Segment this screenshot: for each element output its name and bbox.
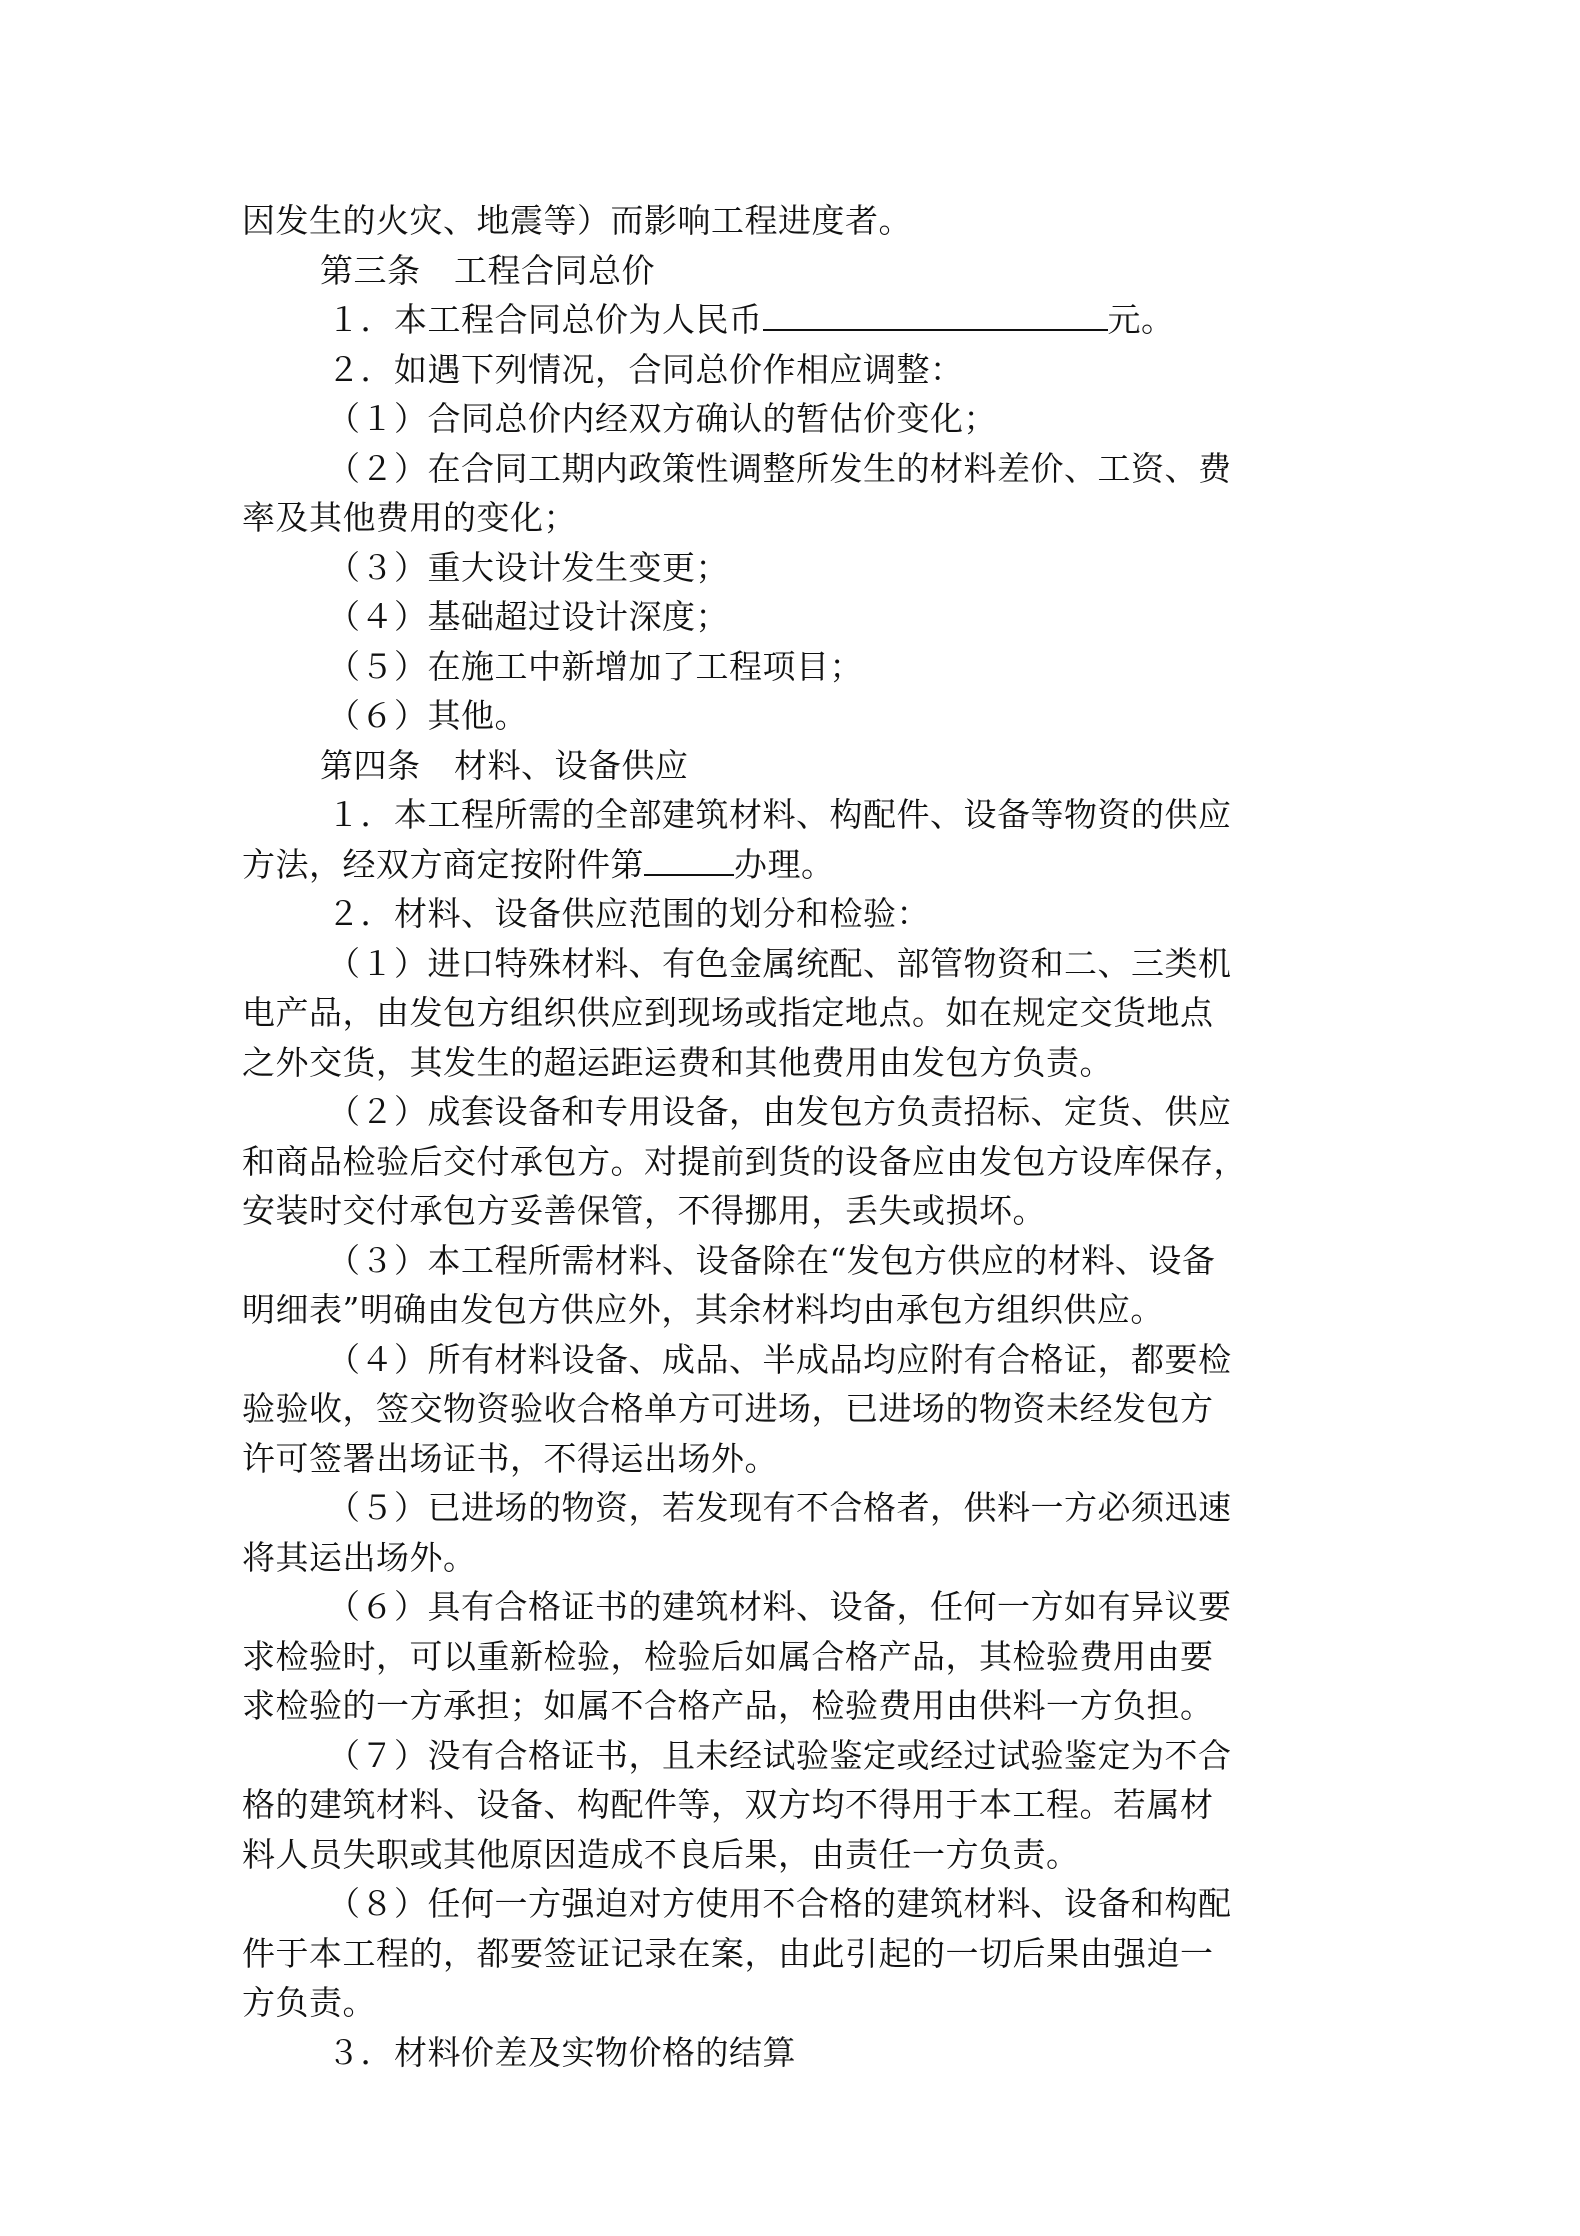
text-line: [242, 493, 1344, 543]
text-line: [242, 741, 1344, 791]
line-text: （６）其他。: [327, 696, 528, 735]
line-text: 许可签署出场证书，不得运出场外。: [242, 1438, 778, 1478]
text-line: [242, 1137, 1344, 1187]
line-text: （１）进口特殊材料、有色金属统配、部管物资和二、三类机: [327, 943, 1232, 983]
line-text: ２．如遇下列情况，合同总价作相应调整：: [327, 349, 964, 389]
text-line: [242, 790, 1344, 840]
text-line: [242, 1632, 1344, 1682]
line-text: 求检验的一方承担；如属不合格产品，检验费用由供料一方负担。: [242, 1686, 1214, 1725]
line-text: （１）合同总价内经双方确认的暂估价变化；: [327, 399, 997, 438]
text-line: [242, 1335, 1344, 1385]
line-text: 和商品检验后交付承包方。对提前到货的设备应由发包方设库保存，: [242, 1141, 1247, 1181]
text-line: [242, 642, 1344, 692]
text-line: [242, 691, 1344, 741]
line-text: １．本工程所需的全部建筑材料、构配件、设备等物资的供应: [327, 795, 1232, 834]
text-line: [242, 246, 1344, 296]
line-text-before-blank: １．本工程合同总价为人民币: [327, 300, 763, 339]
fill-in-blank: [763, 299, 1108, 331]
text-line: [242, 1582, 1344, 1632]
line-text: 求检验时，可以重新检验，检验后如属合格产品，其检验费用由要: [242, 1636, 1214, 1676]
line-text: （６）具有合格证书的建筑材料、设备，任何一方如有异议要: [327, 1587, 1232, 1626]
line-text: （８）任何一方强迫对方使用不合格的建筑材料、设备和构配: [327, 1884, 1232, 1923]
line-text: （４）基础超过设计深度；: [327, 597, 729, 636]
text-line: [242, 196, 1344, 246]
line-text: 将其运出场外。: [242, 1537, 477, 1577]
text-line: [242, 1186, 1344, 1236]
fill-in-blank: [644, 844, 734, 876]
text-line: [242, 1681, 1344, 1731]
text-line: [242, 543, 1344, 593]
text-line: [242, 988, 1344, 1038]
line-text-before-blank: 方法，经双方商定按附件第: [242, 844, 644, 884]
text-line: [242, 939, 1344, 989]
text-line: [242, 2028, 1344, 2078]
line-text: 方负责。: [242, 1983, 376, 2022]
text-line: [242, 1384, 1344, 1434]
line-text: ２．材料、设备供应范围的划分和检验：: [327, 894, 930, 933]
line-text: （２）在合同工期内政策性调整所发生的材料差价、工资、费: [327, 448, 1232, 488]
line-text-after-blank: 办理。: [734, 844, 835, 884]
line-text: 格的建筑材料、设备、构配件等，双方均不得用于本工程。若属材: [242, 1785, 1214, 1824]
text-line: [242, 1434, 1344, 1484]
text-line: [242, 1830, 1344, 1880]
text-line: [242, 345, 1344, 395]
text-line: [242, 1929, 1344, 1979]
line-text-after-blank: 元。: [1107, 300, 1175, 339]
text-line: [242, 889, 1344, 939]
line-text: 安装时交付承包方妥善保管，不得挪用，丢失或损坏。: [242, 1191, 1046, 1230]
text-line: [242, 1879, 1344, 1929]
text-line: [242, 394, 1344, 444]
text-line: [242, 1285, 1344, 1335]
line-text: （５）在施工中新增加了工程项目；: [327, 646, 863, 686]
text-line: [242, 1780, 1344, 1830]
line-text: 电产品，由发包方组织供应到现场或指定地点。如在规定交货地点: [242, 993, 1214, 1032]
line-text: （２）成套设备和专用设备，由发包方负责招标、定货、供应: [327, 1092, 1232, 1131]
line-text: 第三条 工程合同总价: [320, 250, 655, 290]
line-text: （５）已进场的物资，若发现有不合格者，供料一方必须迅速: [327, 1488, 1232, 1527]
document-body: [242, 196, 1344, 2077]
text-line: [242, 1978, 1344, 2028]
text-line: [242, 1533, 1344, 1583]
line-text: 第四条 材料、设备供应: [320, 745, 689, 785]
text-line: [242, 1731, 1344, 1781]
text-line: [242, 444, 1344, 494]
line-text: 之外交货，其发生的超运距运费和其他费用由发包方负责。: [242, 1042, 1113, 1082]
line-text: 件于本工程的，都要签证记录在案，由此引起的一切后果由强迫一: [242, 1933, 1214, 1973]
line-text: 验验收，签交物资验收合格单方可进场，已进场的物资未经发包方: [242, 1389, 1214, 1428]
line-text: （３）重大设计发生变更；: [327, 547, 729, 587]
line-text: 率及其他费用的变化；: [242, 498, 577, 537]
text-line: [242, 592, 1344, 642]
text-line: [242, 1087, 1344, 1137]
line-text: ３．材料价差及实物价格的结算: [327, 2032, 796, 2072]
text-line: [242, 1483, 1344, 1533]
line-text: 料人员失职或其他原因造成不良后果，由责任一方负责。: [242, 1834, 1080, 1874]
line-text: （４）所有材料设备、成品、半成品均应附有合格证，都要检: [327, 1339, 1232, 1379]
text-line: [242, 1038, 1344, 1088]
line-text: （７）没有合格证书，且未经试验鉴定或经过试验鉴定为不合: [327, 1735, 1232, 1775]
line-text: 因发生的火灾、地震等）而影响工程进度者。: [242, 201, 912, 240]
line-text: 明细表”明确由发包方供应外，其余材料均由承包方组织供应。: [242, 1290, 1164, 1329]
text-line: [242, 1236, 1344, 1286]
line-text: （３）本工程所需材料、设备除在“发包方供应的材料、设备: [327, 1240, 1216, 1280]
text-line: [242, 840, 1344, 890]
text-line: [242, 295, 1344, 345]
